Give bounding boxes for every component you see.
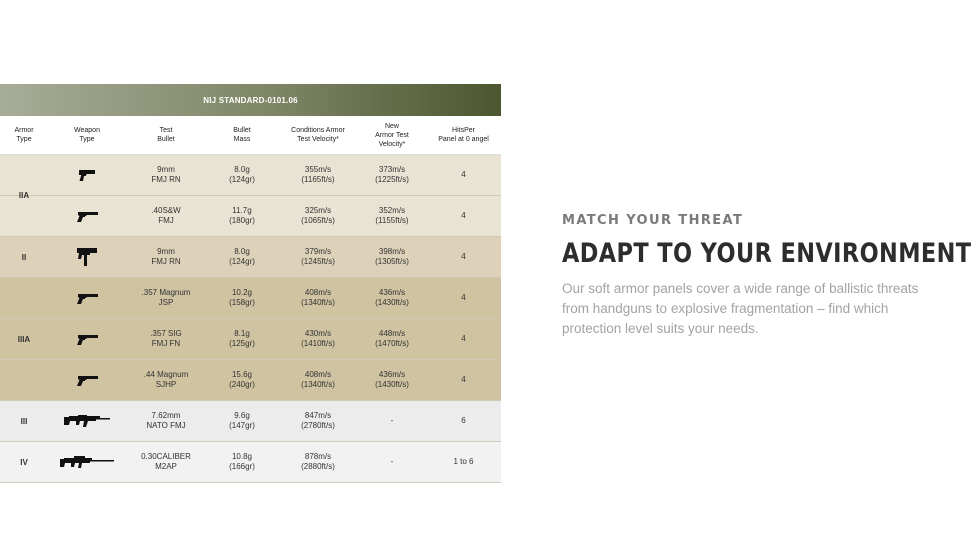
armor-level-label: II — [21, 252, 27, 262]
assault-rifle-icon — [64, 414, 110, 428]
sniper-rifle-icon — [60, 455, 114, 469]
eyebrow-text: MATCH YOUR THREAT — [562, 213, 744, 228]
new-velocity-cell: 352m/s (1155ft/s) — [375, 206, 409, 225]
new-velocity-cell: - — [390, 457, 394, 466]
table-row — [0, 319, 501, 360]
weapon-type-cell — [48, 196, 126, 236]
hits-cell: 4 — [461, 211, 466, 220]
armor-level-label: IIA — [18, 191, 30, 200]
header-bullet-mass: Bullet Mass — [233, 127, 251, 143]
bullet-mass-cell: 10.8g (166gr) — [229, 452, 255, 471]
hits-cell: 1 to 6 — [453, 457, 474, 466]
weapon-type-cell — [48, 155, 126, 195]
test-bullet-cell: .40S&W FMJ — [151, 206, 181, 225]
armor-level-label: IIIA — [17, 334, 31, 344]
test-bullet-cell: .44 Magnum SJHP — [143, 370, 189, 389]
revolver-icon — [75, 209, 99, 223]
revolver-icon — [75, 291, 99, 305]
table-row — [0, 196, 501, 237]
weapon-type-cell — [48, 319, 126, 359]
conditioned-velocity-cell: 325m/s (1065ft/s) — [301, 206, 335, 225]
table-row — [0, 155, 501, 196]
hits-cell: 6 — [461, 416, 466, 425]
new-velocity-cell: 436m/s (1430ft/s) — [375, 370, 409, 389]
armor-level-label: IV — [20, 457, 28, 467]
new-velocity-cell: 373m/s (1225ft/s) — [375, 165, 409, 184]
test-bullet-cell: 0.30CALIBER M2AP — [141, 452, 191, 471]
table-row — [0, 401, 501, 442]
header-new-velocity: New Armor Test Velocity* — [375, 122, 409, 148]
header-hits-per-panel: HitsPer Panel at 0 angel — [438, 127, 489, 143]
conditioned-velocity-cell: 379m/s (1245ft/s) — [301, 247, 335, 266]
hits-cell: 4 — [461, 375, 466, 384]
conditioned-velocity-cell: 408m/s (1340ft/s) — [301, 370, 335, 389]
table-row — [0, 237, 501, 278]
new-velocity-cell: 398m/s (1305ft/s) — [375, 247, 409, 266]
page-headline: ADAPT TO YOUR ENVIRONMENT — [562, 238, 972, 269]
header-weapon-type: Weapon Type — [74, 127, 100, 143]
weapon-type-cell — [48, 278, 126, 318]
table-row — [0, 278, 501, 319]
bullet-mass-cell: 8.1g (125gr) — [229, 329, 255, 348]
description-text: Our soft armor panels cover a wide range of ballistic threats from handguns to explosive fragmentation – find which protection level suits your needs. — [562, 281, 919, 336]
test-bullet-cell: 7.62mm NATO FMJ — [146, 411, 186, 430]
table-row — [0, 360, 501, 401]
pistol-icon — [78, 168, 96, 182]
table-header — [0, 116, 501, 155]
hits-cell: 4 — [461, 170, 466, 179]
new-velocity-cell: 436m/s (1430ft/s) — [375, 288, 409, 307]
bullet-mass-cell: 15.6g (240gr) — [229, 370, 255, 389]
conditioned-velocity-cell: 430m/s (1410ft/s) — [301, 329, 335, 348]
table-row — [0, 442, 501, 483]
info-panel — [562, 213, 972, 339]
nij-standard-table — [0, 84, 501, 471]
weapon-type-cell — [48, 442, 126, 482]
weapon-type-cell — [48, 237, 126, 277]
bullet-mass-cell: 8.0g (124gr) — [229, 165, 255, 184]
hits-cell: 4 — [461, 334, 466, 343]
header-conditioned-velocity: Conditions Armor Test Velocity* — [291, 127, 345, 143]
header-test-bullet: Test Bullet — [157, 127, 175, 143]
test-bullet-cell: 9mm FMJ RN — [151, 165, 181, 184]
conditioned-velocity-cell: 847m/s (2780ft/s) — [301, 411, 335, 430]
bullet-mass-cell: 10.2g (158gr) — [229, 288, 255, 307]
test-bullet-cell: 9mm FMJ RN — [151, 247, 181, 266]
bullet-mass-cell: 8.0g (124gr) — [229, 247, 255, 266]
hits-cell: 4 — [461, 293, 466, 302]
submachine-gun-icon — [76, 247, 98, 267]
conditioned-velocity-cell: 408m/s (1340ft/s) — [301, 288, 335, 307]
armor-level-label: III — [20, 416, 28, 426]
revolver-icon — [75, 373, 99, 387]
weapon-type-cell — [48, 360, 126, 400]
conditioned-velocity-cell: 878m/s (2880ft/s) — [301, 452, 335, 471]
new-velocity-cell: 448m/s (1470ft/s) — [375, 329, 409, 348]
test-bullet-cell: .357 SIG FMJ FN — [150, 329, 182, 348]
hits-cell: 4 — [461, 252, 466, 261]
test-bullet-cell: .357 Magnum JSP — [141, 288, 191, 307]
table-banner: NIJ STANDARD-0101.06 — [0, 84, 501, 116]
new-velocity-cell: - — [390, 416, 394, 425]
bullet-mass-cell: 9.6g (147gr) — [229, 411, 255, 430]
table-body — [0, 155, 501, 483]
bullet-mass-cell: 11.7g (180gr) — [229, 206, 255, 225]
conditioned-velocity-cell: 355m/s (1165ft/s) — [301, 165, 335, 184]
revolver-icon — [75, 332, 99, 346]
header-armor-type: Armor Type — [14, 127, 34, 143]
weapon-type-cell — [48, 401, 126, 441]
